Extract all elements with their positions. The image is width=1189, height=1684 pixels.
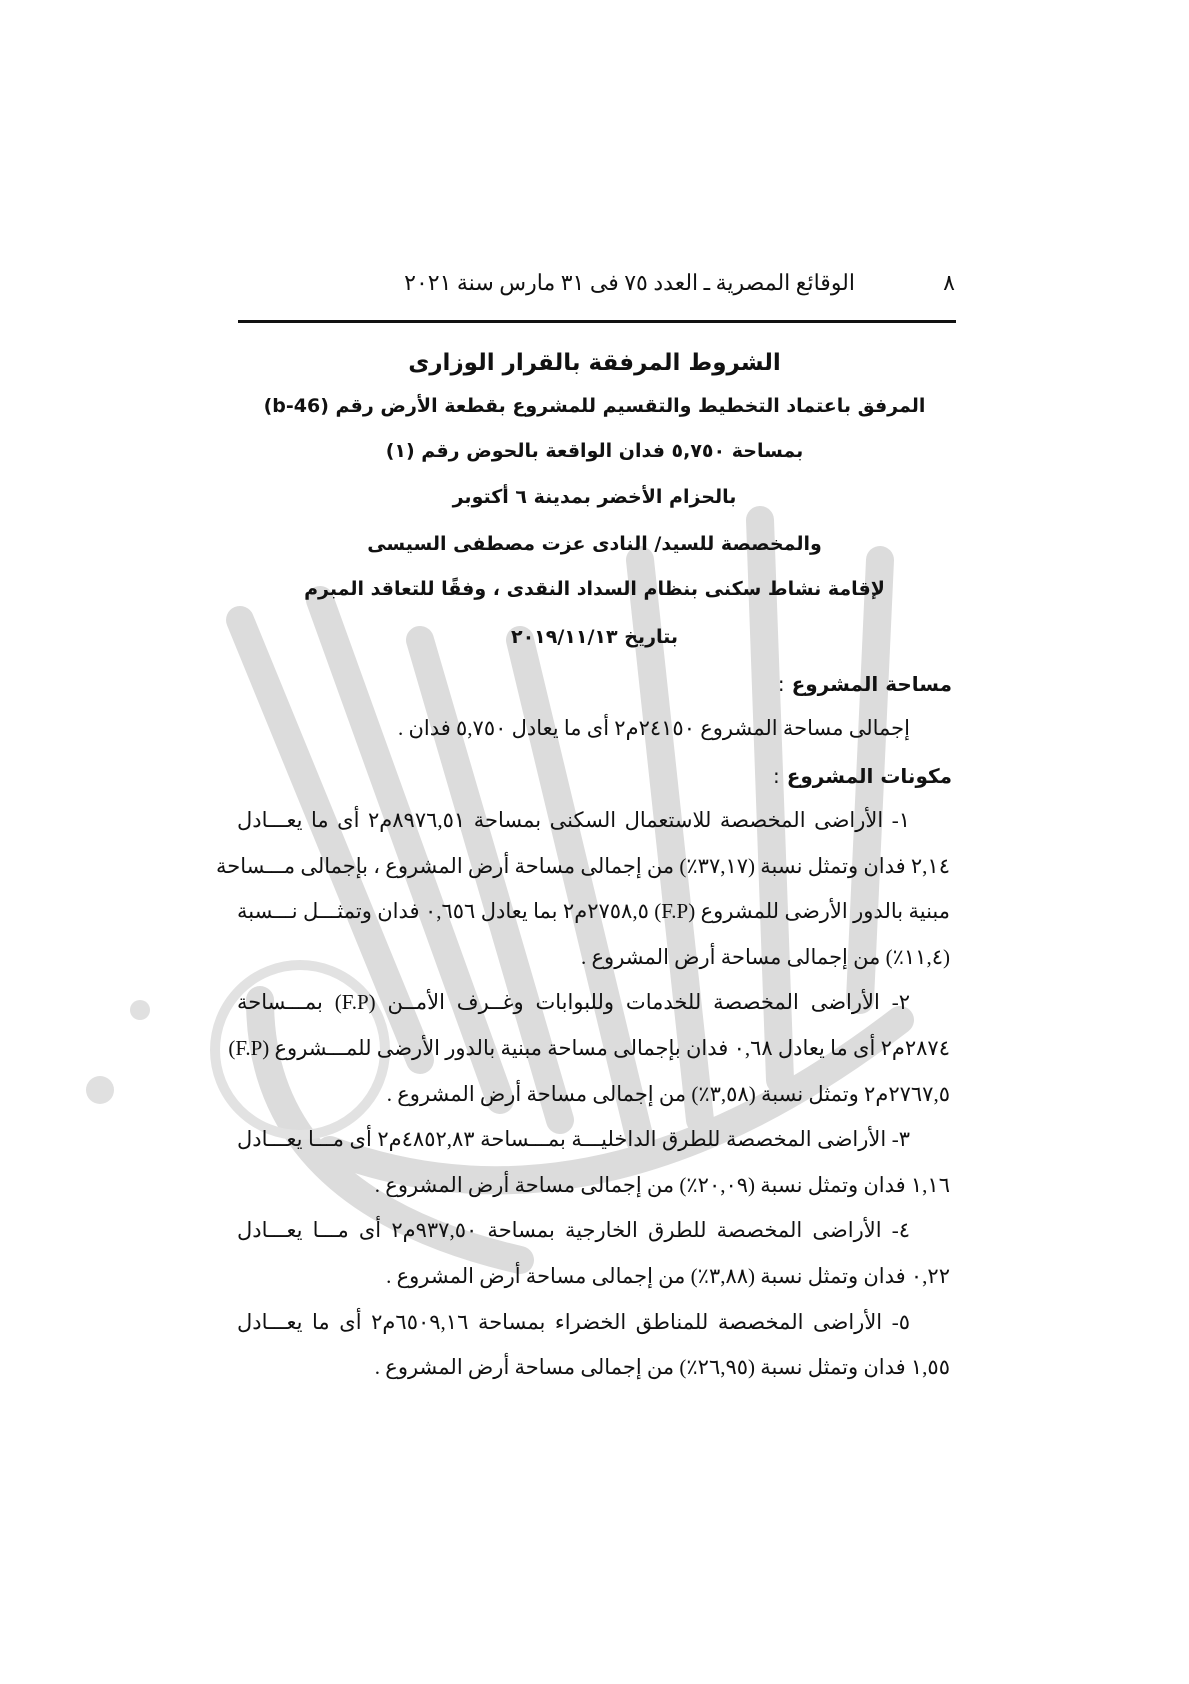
- running-header: [240, 270, 955, 310]
- colon: :: [772, 764, 780, 788]
- component-item-1-line: (١١,٤٪) من إجمالى مساحة أرض المشروع .: [581, 944, 950, 969]
- section-heading-area: [778, 672, 952, 696]
- component-item-3-line: ٣- الأراضى المخصصة للطرق الداخليـــة بمـــساحة ٤٨٥٢,٨٣م٢ أى مـــا يعـــادل: [237, 1127, 910, 1152]
- colon: :: [777, 672, 785, 696]
- subtitle-line: لإقامة نشاط سكنى بنظام السداد النقدى ، وفقًا للتعاقد المبرم: [304, 578, 885, 600]
- subtitle-line: المرفق باعتماد التخطيط والتقسيم للمشروع بقطعة الأرض رقم (46-b): [263, 395, 926, 417]
- component-item-2-line: ٢٧٦٧,٥م٢ وتمثل نسبة (٣,٥٨٪) من إجمالى مساحة أرض المشروع .: [386, 1081, 950, 1106]
- area-text: إجمالى مساحة المشروع ٢٤١٥٠م٢ أى ما يعادل ٥,٧٥٠ فدان .: [397, 716, 910, 740]
- component-item-2-line: ٢- الأراضى المخصصة للخدمات وللبوابات وغــرف الأمــن (F.P) بمـــساحة: [237, 990, 910, 1015]
- component-item-2-line: ٢٨٧٤م٢ أى ما يعادل ٠,٦٨ فدان بإجمالى مساحة مبنية بالدور الأرضى للمـــشروع (F.P): [228, 1036, 950, 1060]
- component-item-5-line: ١,٥٥ فدان وتمثل نسبة (٢٦,٩٥٪) من إجمالى مساحة أرض المشروع .: [374, 1355, 950, 1380]
- component-item-3-line: ١,١٦ فدان وتمثل نسبة (٢٠,٠٩٪) من إجمالى مساحة أرض المشروع .: [374, 1172, 950, 1197]
- header-title: الوقائع المصرية ـ العدد ٧٥ فى ٣١ مارس سنة ٢٠٢١: [404, 270, 855, 295]
- subtitle-line: والمخصصة للسيد/ النادى عزت مصطفى السيسى: [367, 533, 822, 555]
- subtitle-line: بتاريخ ٢٠١٩/١١/١٣: [510, 626, 679, 648]
- section-title: مكونات المشروع: [786, 764, 952, 788]
- component-item-4-line: ٠,٢٢ فدان وتمثل نسبة (٣,٨٨٪) من إجمالى مساحة أرض المشروع .: [386, 1264, 950, 1288]
- subtitle-line: بالحزام الأخضر بمدينة ٦ أكتوبر: [452, 486, 737, 508]
- component-item-1-line: ٢,١٤ فدان وتمثل نسبة (٣٧,١٧٪) من إجمالى مساحة أرض المشروع ، بإجمالى مـــساحة: [216, 853, 950, 878]
- component-item-5-line: ٥- الأراضى المخصصة للمناطق الخضراء بمساحة ٦٥٠٩,١٦م٢ أى ما يعـــادل: [237, 1309, 910, 1334]
- section-heading-components: [773, 764, 952, 788]
- component-item-1-line: ١- الأراضى المخصصة للاستعمال السكنى بمساحة ٨٩٧٦,٥١م٢ أى ما يعـــادل: [237, 808, 911, 832]
- component-item-4-line: ٤- الأراضى المخصصة للطرق الخارجية بمساحة ٩٣٧,٥٠م٢ أى مـــا يعـــادل: [237, 1218, 910, 1243]
- section-title: مساحة المشروع: [791, 672, 952, 696]
- document-title: الشروط المرفقة بالقرار الوزارى: [408, 350, 781, 376]
- component-item-1-line: مبنية بالدور الأرضى للمشروع (F.P) ٢٧٥٨,٥م٢ بما يعادل ٠,٦٥٦ فدان وتمثـــل نـــسبة: [237, 899, 950, 924]
- header-rule: [238, 320, 956, 323]
- subtitle-line: بمساحة ٥,٧٥٠ فدان الواقعة بالحوض رقم (١): [385, 440, 804, 462]
- page-number: ٨: [943, 270, 955, 295]
